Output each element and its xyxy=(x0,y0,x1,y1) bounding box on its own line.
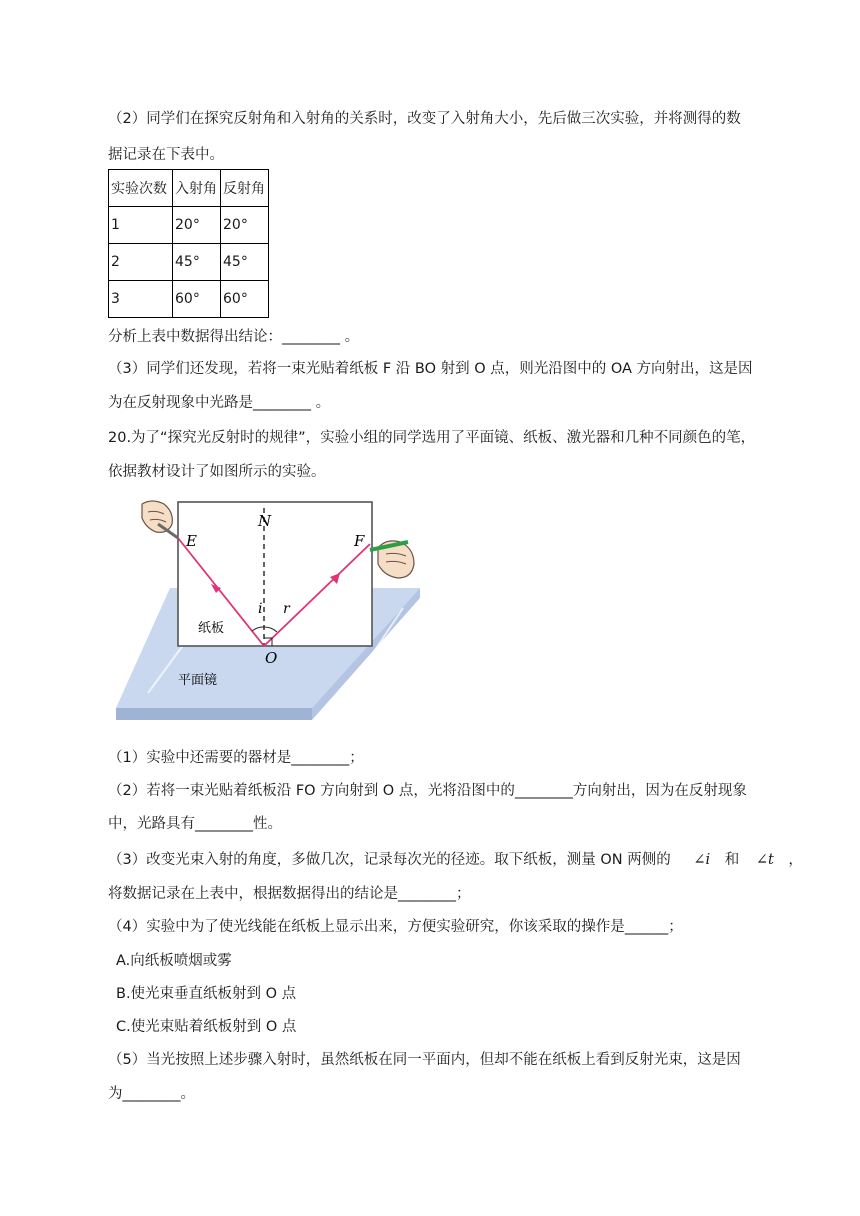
q20-p3-line2: 将数据记录在上表中，根据数据得出的结论是________； xyxy=(108,886,471,902)
table-cell: 60° xyxy=(221,281,269,318)
label-paper-board: 纸板 xyxy=(198,620,225,635)
option-c: C.使光束贴着纸板射到 O 点 xyxy=(116,1019,297,1035)
angle-i-symbol: ∠i xyxy=(693,852,711,868)
option-a: A.向纸板喷烟或雾 xyxy=(116,953,232,969)
table-cell: 2 xyxy=(109,244,173,281)
label-E: E xyxy=(186,532,197,550)
table-cell: 20° xyxy=(173,207,221,244)
table-header-cell: 实验次数 xyxy=(109,170,173,207)
label-i: i xyxy=(258,601,263,617)
label-F: F xyxy=(354,532,365,550)
table-cell: 60° xyxy=(173,281,221,318)
option-b: B.使光束垂直纸板射到 O 点 xyxy=(116,986,297,1002)
label-O: O xyxy=(265,649,278,667)
q20-p5-line1: （5）当光按照上述步骤入射时，虽然纸板在同一平面内，但却不能在纸板上看到反射光束，这是因 xyxy=(108,1052,741,1068)
table-header-cell: 入射角 xyxy=(173,170,221,207)
q20-p3-text: （3）改变光束入射的角度，多做几次，记录每次光的径迹。取下纸板，测量 ON 两侧的 xyxy=(108,852,671,868)
comma-text: ， xyxy=(788,852,803,868)
left-hand-icon xyxy=(142,501,178,538)
table-cell: 3 xyxy=(109,281,173,318)
q20-p1: （1）实验中还需要的器材是________； xyxy=(108,750,364,766)
q19-part3-line1: （3）同学们还发现，若将一束光贴着纸板 F 沿 BO 射到 O 点，则光沿图中的 OA 方向射出，这是因 xyxy=(108,361,753,377)
q20-p2-line2: 中，光路具有________性。 xyxy=(108,816,282,832)
q19-part2-line2: 据记录在下表中。 xyxy=(108,147,224,163)
table-row xyxy=(109,281,269,318)
q20-p2-line1: （2）若将一束光贴着纸板沿 FO 方向射到 O 点，光将沿图中的________方向射出，因为在反射现象 xyxy=(108,783,747,799)
q20-intro-line2: 依据教材设计了如图所示的实验。 xyxy=(108,464,326,480)
q19-part3-line2: 为在反射现象中光路是________ 。 xyxy=(108,395,331,411)
mirror-front-edge xyxy=(116,708,312,720)
table-row xyxy=(109,244,269,281)
q20-p3-line1 xyxy=(108,850,803,870)
q20-p4: （4）实验中为了使光线能在纸板上显示出来，方便实验研究，你该采取的操作是______； xyxy=(108,919,683,935)
and-text: 和 xyxy=(724,852,740,868)
label-r: r xyxy=(283,601,290,617)
table-cell: 1 xyxy=(109,207,173,244)
reflection-experiment-figure xyxy=(108,498,428,728)
q20-p5-line2: 为________。 xyxy=(108,1086,195,1102)
table-cell: 45° xyxy=(221,244,269,281)
table-cell: 20° xyxy=(221,207,269,244)
q19-part2-line1: （2）同学们在探究反射角和入射角的关系时，改变了入射角大小，先后做三次实验，并将测得的数 xyxy=(108,111,741,127)
q20-intro-line1: 20.为了“探究光反射时的规律”，实验小组的同学选用了平面镜、纸板、激光器和几种不同颜色的笔， xyxy=(108,430,756,446)
q19-conclusion: 分析上表中数据得出结论：________ 。 xyxy=(108,329,360,345)
label-N: N xyxy=(258,512,272,530)
data-table xyxy=(108,169,269,318)
table-row xyxy=(109,207,269,244)
right-hand-icon xyxy=(370,541,414,578)
table-cell: 45° xyxy=(173,244,221,281)
table-header-row xyxy=(109,170,269,207)
table-header-cell: 反射角 xyxy=(221,170,269,207)
angle-t-symbol: ∠t xyxy=(755,852,774,868)
label-plane-mirror: 平面镜 xyxy=(178,672,218,687)
